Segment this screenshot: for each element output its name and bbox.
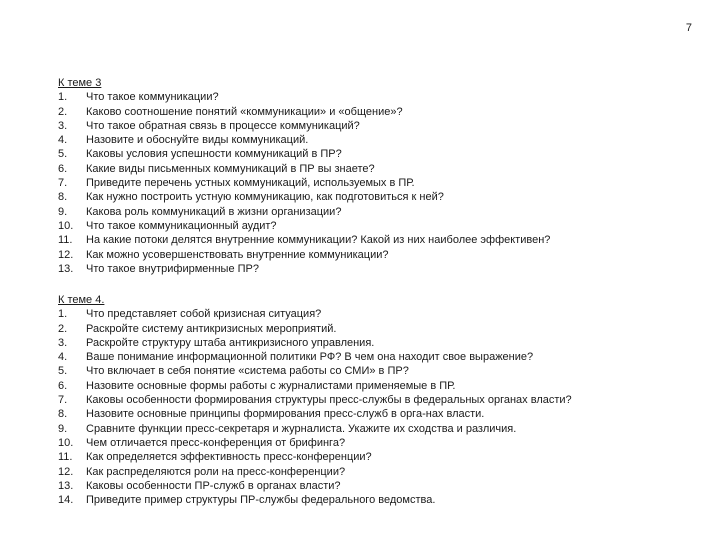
item-number: 13. bbox=[58, 262, 74, 275]
section-heading: К теме 4. bbox=[58, 294, 105, 306]
section-topic-4 bbox=[58, 293, 698, 507]
item-text: Приведите перечень устных коммуникаций, используемых в ПР. bbox=[86, 177, 415, 190]
item-text: Назовите и обоснуйте виды коммуникаций. bbox=[86, 134, 309, 147]
list-item bbox=[58, 190, 698, 204]
list-item bbox=[58, 450, 698, 464]
list-item bbox=[58, 465, 698, 479]
item-number: 8. bbox=[58, 191, 68, 204]
list-item bbox=[58, 119, 698, 133]
list-item bbox=[58, 90, 698, 104]
item-number: 7. bbox=[58, 177, 68, 190]
list-item bbox=[58, 176, 698, 190]
item-number: 7. bbox=[58, 394, 68, 407]
item-number: 5. bbox=[58, 365, 68, 378]
item-text: Что такое коммуникации? bbox=[86, 91, 219, 104]
item-number: 10. bbox=[58, 219, 74, 232]
list-item bbox=[58, 436, 698, 450]
item-text: Ваше понимание информационной политики РФ? В чем она находит свое выражение? bbox=[86, 351, 534, 364]
list-item bbox=[58, 422, 698, 436]
list-item bbox=[58, 307, 698, 321]
item-text: Назовите основные принципы формирования пресс-служб в орга-нах власти. bbox=[86, 408, 485, 421]
item-number: 5. bbox=[58, 148, 68, 161]
item-number: 9. bbox=[58, 422, 68, 435]
item-text: Каковы особенности формирования структуры пресс-службы в федеральных органах власти? bbox=[86, 394, 572, 407]
page-number: 7 bbox=[685, 22, 692, 34]
item-number: 11. bbox=[58, 451, 73, 464]
item-text: На какие потоки делятся внутренние коммуникации? Какой из них наиболее эффективен? bbox=[86, 234, 551, 247]
item-text: Каково соотношение понятий «коммуникации» и «общение»? bbox=[86, 105, 403, 118]
list-item bbox=[58, 105, 698, 119]
item-text: Чем отличается пресс-конференция от брифинга? bbox=[86, 436, 346, 449]
item-number: 3. bbox=[58, 336, 68, 349]
item-text: Как распределяются роли на пресс-конференции? bbox=[86, 465, 346, 478]
list-item bbox=[58, 493, 698, 507]
item-text: Каковы особенности ПР-служб в органах власти? bbox=[86, 479, 341, 492]
list-item bbox=[58, 205, 698, 219]
list-item bbox=[58, 248, 698, 262]
item-text: Как можно усовершенствовать внутренние коммуникации? bbox=[86, 248, 389, 261]
list-item bbox=[58, 162, 698, 176]
item-text: Как нужно построить устную коммуникацию, как подготовиться к ней? bbox=[86, 191, 444, 204]
item-number: 11. bbox=[58, 234, 73, 247]
list-item bbox=[58, 407, 698, 421]
item-number: 4. bbox=[58, 134, 68, 147]
item-text: Назовите основные формы работы с журналистами применяемые в ПР. bbox=[86, 379, 456, 392]
item-text: Что такое коммуникационный аудит? bbox=[86, 219, 277, 232]
item-text: Какова роль коммуникаций в жизни организации? bbox=[86, 205, 342, 218]
item-text: Что представляет собой кризисная ситуация? bbox=[86, 308, 322, 321]
item-number: 6. bbox=[58, 379, 68, 392]
question-list bbox=[58, 307, 698, 507]
item-text: Как определяется эффективность пресс-конференции? bbox=[86, 451, 372, 464]
list-item bbox=[58, 336, 698, 350]
list-item bbox=[58, 219, 698, 233]
item-number: 10. bbox=[58, 436, 74, 449]
list-item bbox=[58, 350, 698, 364]
item-number: 3. bbox=[58, 119, 68, 132]
item-number: 12. bbox=[58, 248, 74, 261]
item-text: Приведите пример структуры ПР-службы федерального ведомства. bbox=[86, 494, 436, 507]
item-number: 12. bbox=[58, 465, 74, 478]
list-item bbox=[58, 262, 698, 276]
item-number: 2. bbox=[58, 322, 68, 335]
list-item bbox=[58, 133, 698, 147]
section-topic-3 bbox=[58, 76, 698, 276]
item-text: Какие виды письменных коммуникаций в ПР вы знаете? bbox=[86, 162, 375, 175]
item-number: 9. bbox=[58, 205, 68, 218]
list-item bbox=[58, 147, 698, 161]
question-list bbox=[58, 90, 698, 276]
item-number: 14. bbox=[58, 494, 74, 507]
item-number: 1. bbox=[58, 91, 68, 104]
item-text: Раскройте систему антикризисных мероприятий. bbox=[86, 322, 337, 335]
section-heading: К теме 3 bbox=[58, 77, 102, 89]
list-item bbox=[58, 233, 698, 247]
item-text: Что такое внутрифирменные ПР? bbox=[86, 262, 259, 275]
list-item bbox=[58, 364, 698, 378]
item-number: 1. bbox=[58, 308, 68, 321]
item-number: 2. bbox=[58, 105, 68, 118]
item-number: 4. bbox=[58, 351, 68, 364]
item-number: 13. bbox=[58, 479, 74, 492]
list-item bbox=[58, 393, 698, 407]
item-text: Сравните функции пресс-секретаря и журналиста. Укажите их сходства и различия. bbox=[86, 422, 517, 435]
list-item bbox=[58, 479, 698, 493]
item-text: Что включает в себя понятие «система работы со СМИ» в ПР? bbox=[86, 365, 409, 378]
list-item bbox=[58, 322, 698, 336]
item-text: Раскройте структуру штаба антикризисного управления. bbox=[86, 336, 375, 349]
item-number: 8. bbox=[58, 408, 68, 421]
item-number: 6. bbox=[58, 162, 68, 175]
list-item bbox=[58, 379, 698, 393]
item-text: Что такое обратная связь в процессе коммуникаций? bbox=[86, 119, 360, 132]
item-text: Каковы условия успешности коммуникаций в ПР? bbox=[86, 148, 342, 161]
